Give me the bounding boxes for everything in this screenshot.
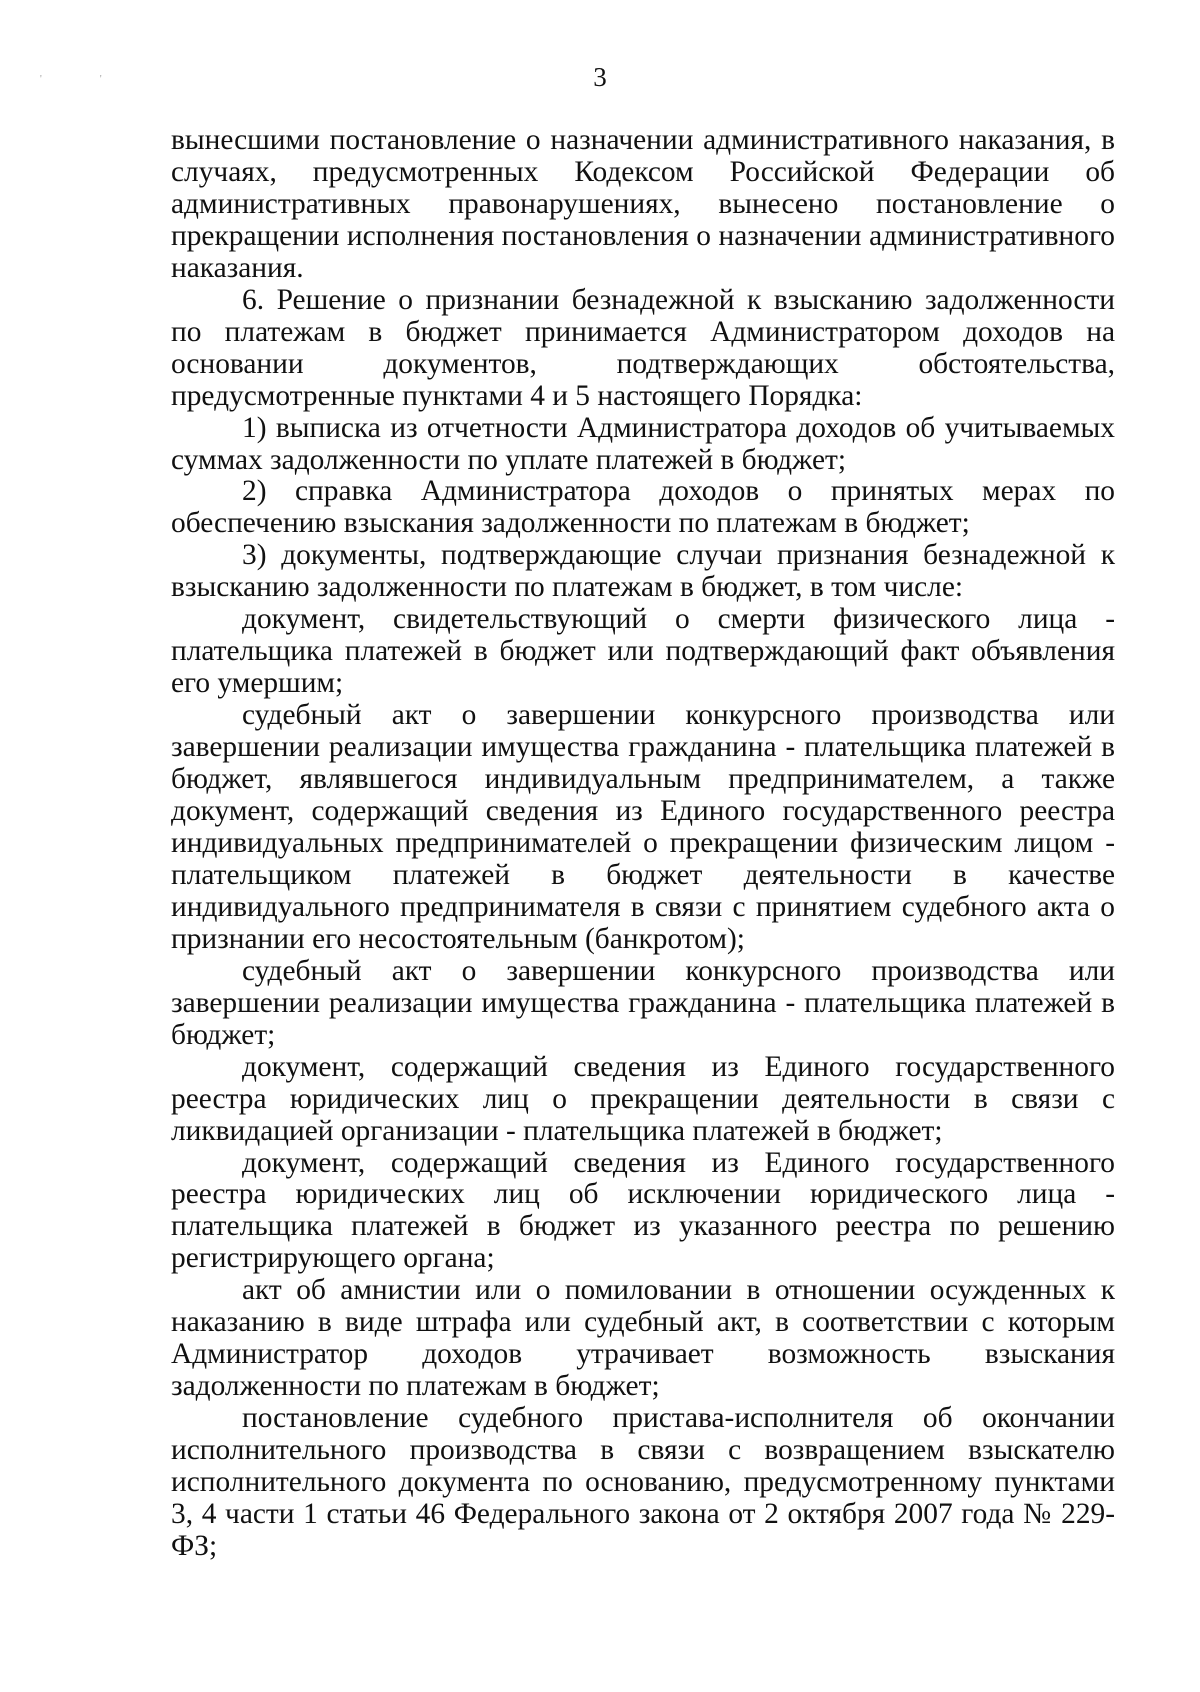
page-number: 3 bbox=[593, 62, 607, 92]
paragraph-exclusion: документ, содержащий сведения из Единого государственного реестра юридических лиц об исключении юридического лица - плательщика платежей в бюджет из указанного реестра по решению регистрирующего органа; bbox=[171, 1146, 1115, 1275]
paragraph-continuation: вынесшими постановление о назначении административного наказания, в случаях, предусмотренных Кодексом Российской Федерации об административных правонарушениях, вынесено постановление о прекращении исполнения постановления о назначении административного наказания. bbox=[171, 124, 1115, 284]
paragraph-document-death: документ, свидетельствующий о смерти физического лица - плательщика платежей в бюджет или подтверждающий факт объявления его умершим; bbox=[171, 603, 1115, 700]
paragraph-bailiff-resolution: постановление судебного пристава-исполнителя об окончании исполнительного производства в связи с возвращением взыскателю исполнительного документа по основанию, предусмотренному пунктами 3, 4 части 1 статьи 46 Федерального закона от 2 октября 2007 года № 229-ФЗ; bbox=[171, 1402, 1115, 1562]
scan-mark: ' bbox=[40, 74, 100, 85]
paragraph-court-act-citizen: судебный акт о завершении конкурсного производства или завершении реализации имущества гражданина - плательщика платежей в бюджет; bbox=[171, 954, 1115, 1051]
paragraph-subitem-2: 2) справка Администратора доходов о принятых мерах по обеспечению взыскания задолженности по платежам в бюджет; bbox=[171, 475, 1115, 540]
document-body bbox=[171, 125, 1115, 1563]
paragraph-amnesty: акт об амнистии или о помиловании в отношении осужденных к наказанию в виде штрафа или судебный акт, в соответствии с которым Администратор доходов утрачивает возможность взыскания задолженности по платежам в бюджет; bbox=[171, 1274, 1115, 1403]
paragraph-subitem-3: 3) документы, подтверждающие случаи признания безнадежной к взысканию задолженности по платежам в бюджет, в том числе: bbox=[171, 539, 1115, 604]
paragraph-liquidation: документ, содержащий сведения из Единого государственного реестра юридических лиц о прекращении деятельности в связи с ликвидацией организации - плательщика платежей в бюджет; bbox=[171, 1050, 1115, 1147]
paragraph-item-6: 6. Решение о признании безнадежной к взысканию задолженности по платежам в бюджет принимается Администратором доходов на основании документов, подтверждающих обстоятельства, предусмотренные пунктами 4 и 5 настоящего Порядка: bbox=[171, 283, 1115, 412]
scan-mark: ' bbox=[99, 74, 160, 85]
paragraph-subitem-1: 1) выписка из отчетности Администратора доходов об учитываемых суммах задолженности по уплате платежей в бюджет; bbox=[171, 411, 1115, 476]
paragraph-court-act-entrepreneur: судебный акт о завершении конкурсного производства или завершении реализации имущества гражданина - плательщика платежей в бюджет, являвшегося индивидуальным предпринимателем, а также документ, содержащий сведения из Единого государственного реестра индивидуальных предпринимателей о прекращении физическим лицом - плательщиком платежей в бюджет деятельности в качестве индивидуального предпринимателя в связи с принятием судебного акта о признании его несостоятельным (банкротом); bbox=[171, 699, 1115, 955]
